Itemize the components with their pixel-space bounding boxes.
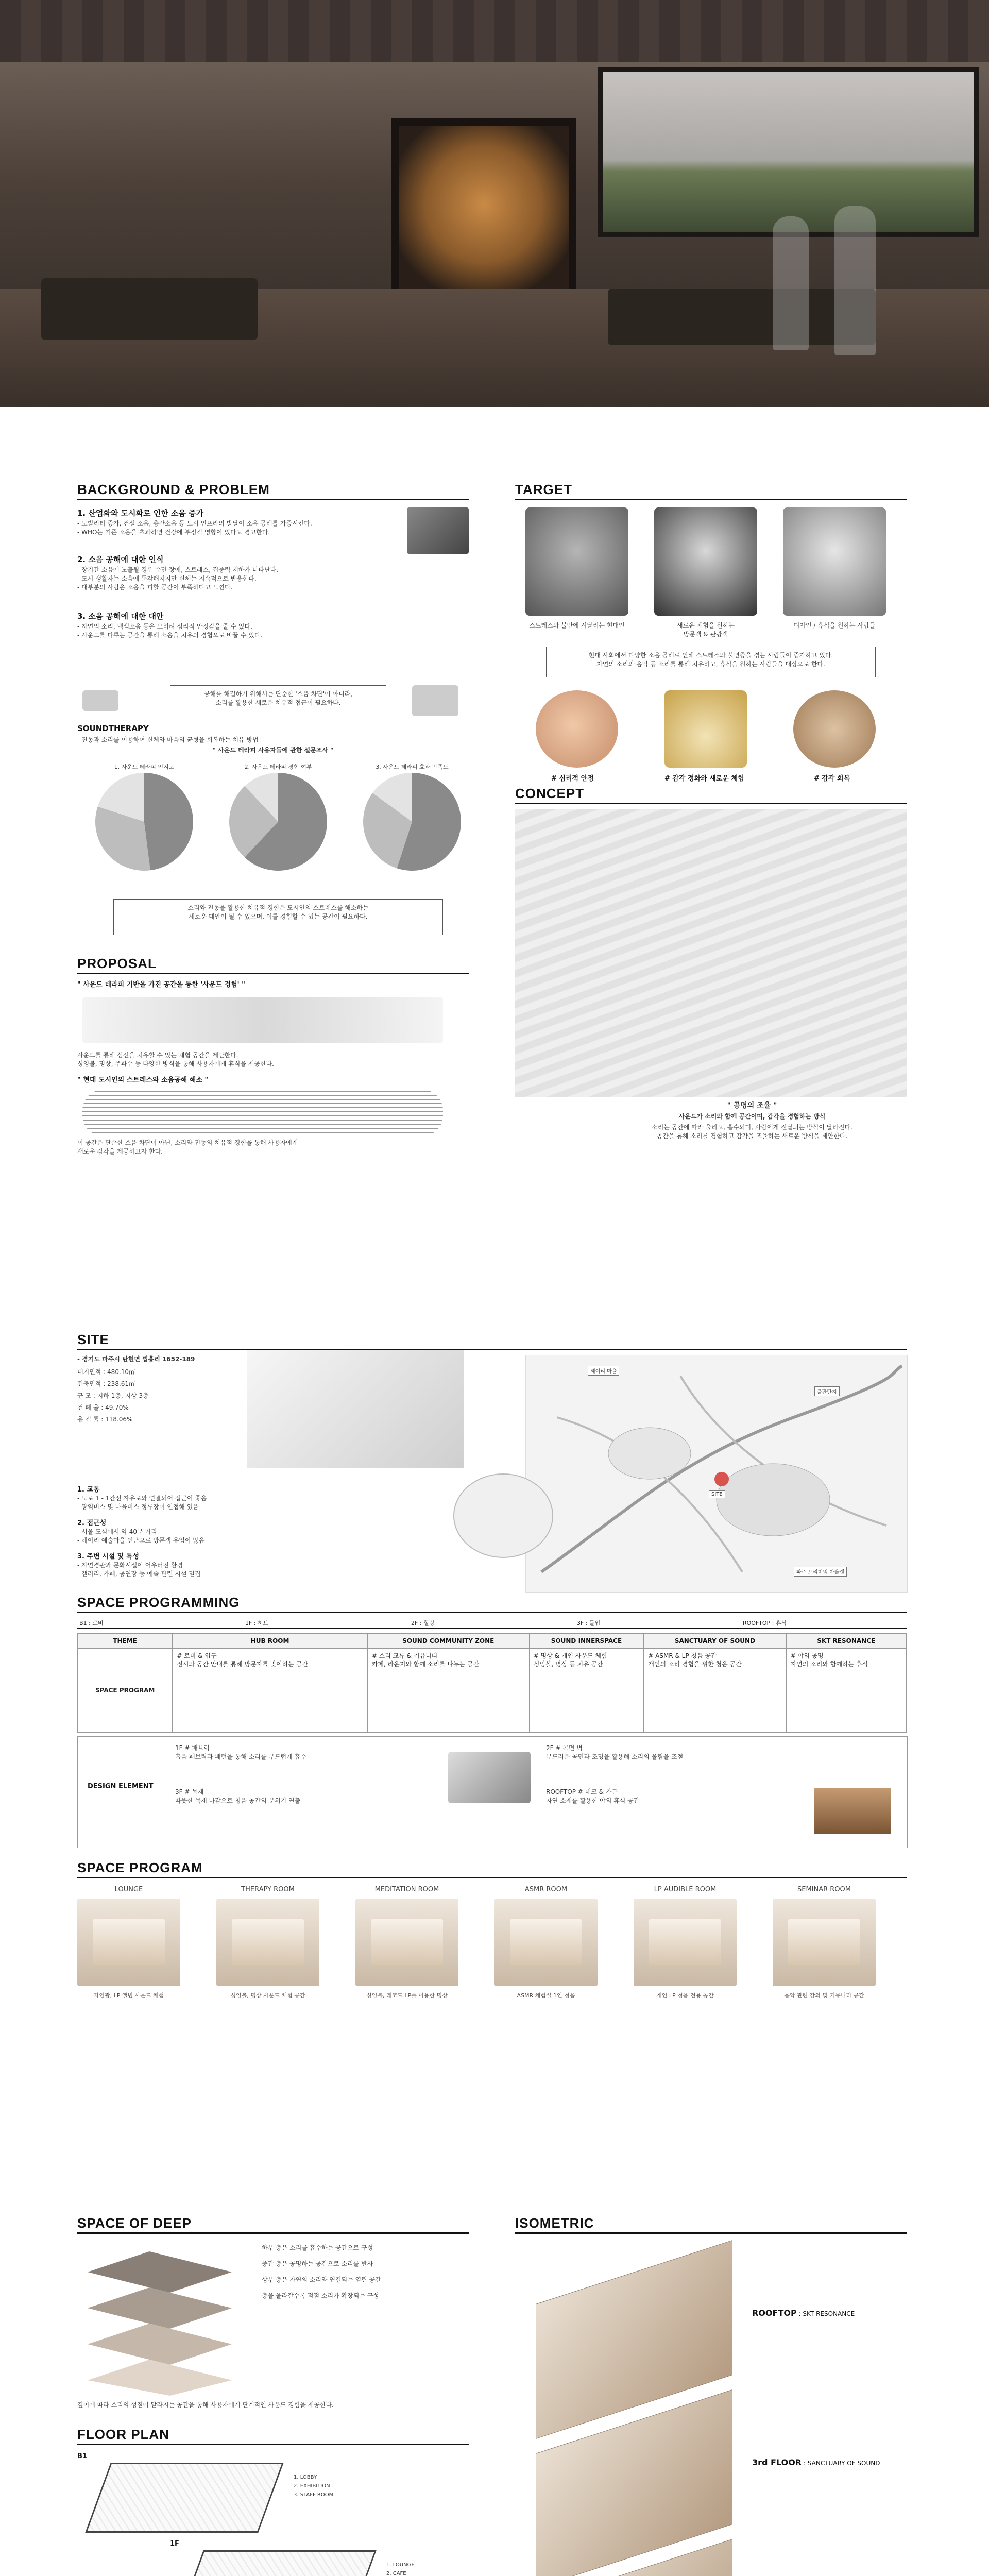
persona-caption: 스트레스와 불안에 시달리는 현대인 [529, 622, 625, 629]
isometric-title: ISOMETRIC [515, 2215, 594, 2231]
map-label: SITE [709, 1490, 725, 1498]
proposal-body-2: 이 공간은 단순한 소음 차단이 아닌, 소리와 진동의 치유적 경험을 통해 사용자에게 새로운 감각을 제공하고자 한다. [77, 1139, 298, 1155]
deep-note: - 하부 층은 소리를 흡수하는 공간으로 구성 [258, 2244, 373, 2251]
room-image [494, 1899, 598, 1986]
deep-summary: 깊이에 따라 소리의 성질이 달라지는 공간을 통해 사용자에게 단계적인 사운드 경험을 제공한다. [77, 2401, 334, 2409]
site-map-roads [526, 1355, 907, 1592]
sound-wave-graphic [82, 1090, 443, 1136]
program-header-cell: SOUND INNERSPACE [529, 1634, 644, 1649]
room-image [77, 1899, 180, 1986]
proposal-body-1: 사운드를 통해 심신을 치유할 수 있는 체험 공간을 제안한다. 싱잉볼, 명상, 주파수 등 다양한 방식을 통해 사용자에게 휴식을 제공한다. [77, 1052, 274, 1067]
concept-body: 소리는 공간에 따라 울리고, 흡수되며, 사람에게 전달되는 방식이 달라진다. 공간을 통해 소리를 경험하고 감각을 조율하는 새로운 방식을 제안한다. [652, 1124, 852, 1140]
floorplan-drawing [85, 2463, 283, 2533]
site-title: SITE [77, 1332, 109, 1347]
design-element-label: DESIGN ELEMENT [88, 1783, 154, 1790]
program-cell: # 소리 교류 & 커뮤니티 카페, 라운지와 함께 소리를 나누는 공간 [367, 1649, 529, 1733]
room-title: MEDITATION ROOM [374, 1886, 439, 1893]
map-label: 파주 프리미엄 아울렛 [794, 1567, 847, 1577]
site-data-value: 118.06% [105, 1416, 133, 1423]
survey-pie-label: 2. 사운드 테라피 경험 여부 [244, 764, 312, 770]
floorplan-legend: 1. LOBBY 2. EXHIBITION 3. STAFF ROOM [294, 2475, 334, 2498]
background-p1-body: - 모빌리티 증가, 건설 소음, 층간소음 등 도시 인프라의 발달이 소음 공해를 가중시킨다. - WHO는 기준 소음을 초과하면 건강에 부정적 영향이 있다고 경고한다. [77, 520, 312, 536]
site-h3: 3. 주변 시설 및 특성 [77, 1553, 139, 1561]
space-program-title: SPACE PROGRAM [77, 1860, 203, 1875]
survey-pie-chart [363, 773, 461, 871]
section-rule [515, 499, 907, 500]
persona-visitor-photo [654, 507, 757, 616]
room-caption: 자연광, LP 앨범 사운드 체험 [93, 1992, 164, 1999]
background-p2-body: - 장기간 소음에 노출될 경우 수면 장애, 스트레스, 집중력 저하가 나타난다. - 도시 생활자는 소음에 둔감해지지만 신체는 지속적으로 반응한다. - 대부분의 사람은 소음을 피할 공간이 부족하다고 느낀다. [77, 566, 279, 591]
program-floor-strip [77, 1617, 907, 1629]
proposal-quote-2: " 현대 도시인의 스트레스와 소음공해 해소 " [77, 1076, 209, 1084]
deep-note: - 층을 올라갈수록 점점 소리가 확장되는 구성 [258, 2292, 379, 2299]
wood-bench-image [814, 1788, 891, 1834]
site-data-row: 대지면적 : 480.10㎡ [77, 1368, 135, 1376]
site-data-key: 대지면적 [77, 1368, 101, 1376]
proposal-quote-1: " 사운드 테라피 기반을 가진 공간을 통한 '사운드 경험' " [77, 981, 245, 989]
room-image [216, 1899, 319, 1986]
therapy-quote: " 사운드 테라피 사용자들에 관한 설문조사 " [212, 747, 334, 754]
target-title: TARGET [515, 482, 572, 497]
fabric-sample-image [448, 1752, 531, 1803]
program-cell: # ASMR & LP 청음 공간 개인의 소리 경험을 위한 청음 공간 [644, 1649, 786, 1733]
section-rule [77, 2444, 469, 2445]
hero-window-landscape [598, 67, 979, 237]
site-data-key: 건 폐 율 [77, 1404, 99, 1411]
site-data-value: 480.10㎡ [107, 1368, 135, 1376]
survey-pie-label: 1. 사운드 테라피 인지도 [114, 764, 175, 770]
section-rule [515, 803, 907, 804]
hero-speaker-stage [391, 118, 576, 308]
program-header-cell: THEME [78, 1634, 173, 1649]
map-label: 헤이리 마을 [588, 1366, 619, 1376]
hero-sofa [41, 278, 258, 340]
bowl-icon [664, 690, 747, 768]
hand-icon [793, 690, 876, 768]
program-row-label: SPACE PROGRAM [78, 1649, 173, 1733]
site-data-row: 건축면적 : 238.61㎡ [77, 1380, 135, 1387]
background-p3-head: 3. 소음 공해에 대한 대안 [77, 612, 164, 621]
proposal-objects-image [82, 997, 443, 1043]
design-element-3f: 3F # 목재 따뜻한 목재 마감으로 청음 공간의 분위기 연출 [175, 1788, 301, 1804]
program-table [77, 1633, 907, 1733]
therapy-head: SOUNDTHERAPY [77, 724, 149, 733]
site-data-key: 규 모 [77, 1392, 91, 1399]
isometric-floor-name: 3rd FLOOR [752, 2458, 802, 2467]
headphones-icon [82, 690, 118, 711]
concept-sand-image [515, 809, 907, 1097]
room-caption: 개인 LP 청음 전용 공간 [656, 1992, 714, 1999]
floorplan-level-label: 1F [170, 2540, 179, 2548]
isometric-floor-label [752, 2458, 880, 2467]
survey-pie-label: 3. 사운드 테라피 효과 만족도 [376, 764, 449, 770]
site-data-key: 건축면적 [77, 1380, 101, 1387]
site-map [525, 1355, 908, 1593]
persona-caption: 새로운 체험을 원하는 방문객 & 관광객 [677, 622, 735, 638]
site-address: - 경기도 파주시 탄현면 법흥리 1652-189 [77, 1355, 195, 1363]
section-rule [77, 973, 469, 974]
site-b3: - 자연경관과 문화시설이 어우러진 환경 - 갤러리, 카페, 공연장 등 예술 관련 시설 밀집 [77, 1562, 201, 1578]
isometric-floor-desc: : SANCTUARY OF SOUND [803, 2460, 880, 2467]
room-title: THERAPY ROOM [241, 1886, 295, 1893]
mind-head-icon [536, 690, 618, 768]
room-title: ASMR ROOM [524, 1886, 568, 1893]
room-caption: 싱잉볼, 레코드 LP를 이용한 명상 [366, 1992, 448, 1999]
background-p1-head: 1. 산업화와 도시화로 인한 소음 증가 [77, 509, 204, 518]
program-header-cell: SANCTUARY OF SOUND [644, 1634, 786, 1649]
site-data-key: 용 적 률 [77, 1416, 99, 1423]
persona-stressed-photo [525, 507, 628, 616]
traffic-photo [407, 507, 469, 554]
isometric-floor-label [752, 2308, 855, 2318]
section-rule [77, 499, 469, 500]
persona-caption: 디자인 / 휴식을 원하는 사람들 [793, 622, 876, 629]
site-data-value: 49.70% [105, 1404, 129, 1411]
floorplan-title: FLOOR PLAN [77, 2427, 169, 2442]
site-data-row: 용 적 률 : 118.06% [77, 1416, 133, 1423]
megaphone-icon [412, 685, 458, 716]
concept-headline: 사운드가 소리와 함께 공간이며, 감각을 경험하는 방식 [678, 1113, 826, 1120]
floorplan-legend: 1. LOUNGE 2. CAFE [386, 2562, 415, 2576]
program-cell: # 야외 공명 자연의 소리와 함께하는 휴식 [786, 1649, 906, 1733]
hero-figure [834, 206, 876, 355]
isometric-floor-desc: : SKT RESONANCE [798, 2310, 855, 2317]
section-rule [77, 1612, 907, 1613]
target-icon-caption: # 심리적 안정 [551, 775, 594, 783]
room-caption: 싱잉볼, 명상 사운드 체험 공간 [230, 1992, 305, 1999]
program-cell: # 명상 & 개인 사운드 체험 싱잉볼, 명상 등 치유 공간 [529, 1649, 644, 1733]
room-title: SEMINAR ROOM [797, 1886, 851, 1893]
deep-notes [258, 2244, 464, 2308]
persona-designer-photo [783, 507, 886, 616]
program-floor-label: ROOFTOP : 휴식 [741, 1617, 907, 1629]
room-image [355, 1899, 458, 1986]
program-header-cell: SOUND COMMUNITY ZONE [367, 1634, 529, 1649]
program-title: SPACE PROGRAMMING [77, 1595, 240, 1610]
background-callout: 공해를 해결하기 위해서는 단순한 '소음 차단'이 아니라, 소리를 활용한 새로운 치유적 접근이 필요하다. [170, 685, 386, 716]
site-b1: - 도로 1 - 1간선 자유로와 연결되어 접근이 좋음 - 광역버스 및 마을버스 정류장이 인접해 있음 [77, 1495, 207, 1511]
program-floor-label: B1 : 로비 [77, 1617, 243, 1629]
deep-layers-diagram [77, 2241, 247, 2396]
room-caption: ASMR 체험실 1인 청음 [517, 1992, 575, 1999]
isometric-floor-name: ROOFTOP [752, 2308, 797, 2318]
design-element-rooftop: ROOFTOP # 데크 & 가든 자연 소재를 활용한 야외 휴식 공간 [546, 1788, 640, 1804]
map-label: 출판단지 [814, 1386, 840, 1396]
room-interior [649, 1919, 721, 1965]
deep-note: - 상부 층은 자연의 소리와 연결되는 열린 공간 [258, 2276, 381, 2283]
concept-name: " 공명의 조율 " [727, 1101, 777, 1110]
program-floor-label: 1F : 허브 [243, 1617, 409, 1629]
site-data-list [77, 1368, 247, 1427]
deep-note: - 중간 층은 공명하는 공간으로 소리를 반사 [258, 2260, 373, 2267]
program-header-cell: SKT RESONANCE [786, 1634, 906, 1649]
floorplan-drawing [178, 2550, 376, 2576]
design-element-1f: 1F # 패브릭 흡음 패브릭과 패턴을 통해 소리를 부드럽게 흡수 [175, 1744, 306, 1760]
program-floor-label: 3F : 몰입 [575, 1617, 741, 1629]
hero-render-image [0, 0, 989, 407]
deep-title: SPACE OF DEEP [77, 2215, 192, 2231]
target-body: 현대 사회에서 다양한 소음 공해로 인해 스트레스와 불면증을 겪는 사람들이 증가하고 있다. 자연의 소리와 음악 등 소리를 통해 치유하고, 휴식을 원하는 사람들을 대상으로 한다. [546, 647, 876, 677]
site-data-value: 지하 1층, 지상 3층 [97, 1392, 149, 1399]
room-interior [788, 1919, 860, 1965]
room-caption: 음악 관련 강의 및 커뮤니티 공간 [784, 1992, 864, 1999]
background-conclusion: 소리와 진동을 활용한 치유적 경험은 도시인의 스트레스를 해소하는 새로운 대안이 될 수 있으며, 이를 경험할 수 있는 공간이 필요하다. [113, 899, 443, 935]
site-data-row: 규 모 : 지하 1층, 지상 3층 [77, 1392, 149, 1399]
section-rule [77, 1877, 907, 1878]
program-header-cell: HUB ROOM [173, 1634, 367, 1649]
background-p2-head: 2. 소음 공해에 대한 인식 [77, 555, 164, 564]
room-interior [232, 1919, 304, 1965]
site-building-render [247, 1350, 464, 1468]
site-data-value: 238.61㎡ [107, 1380, 135, 1387]
site-zoom-circle [453, 1473, 553, 1558]
room-interior [371, 1919, 443, 1965]
survey-pie-chart [95, 773, 193, 871]
section-rule [77, 1349, 907, 1350]
site-b2: - 서울 도심에서 약 40분 거리 - 헤이리 예술마을 인근으로 방문객 유입이 많음 [77, 1528, 205, 1544]
program-floor-label: 2F : 힐링 [409, 1617, 575, 1629]
room-interior [510, 1919, 582, 1965]
hero-figure [773, 216, 809, 350]
room-title: LOUNGE [114, 1886, 143, 1893]
section-rule [515, 2232, 907, 2234]
floorplan-level-label: B1 [77, 2452, 87, 2460]
site-data-row: 건 폐 율 : 49.70% [77, 1404, 129, 1411]
target-icon-caption: # 감각 회복 [814, 775, 850, 783]
concept-title: CONCEPT [515, 786, 585, 801]
room-title: LP AUDIBLE ROOM [654, 1886, 717, 1893]
site-h1: 1. 교통 [77, 1486, 100, 1494]
room-image [773, 1899, 876, 1986]
proposal-title: PROPOSAL [77, 956, 157, 971]
background-p3-body: - 자연의 소리, 백색소음 등은 오히려 심리적 안정감을 줄 수 있다. - 사운드를 다루는 공간을 통해 소음을 치유의 경험으로 바꿀 수 있다. [77, 623, 263, 639]
room-image [634, 1899, 737, 1986]
program-cell: # 로비 & 입구 전시와 공간 안내를 통해 방문자를 맞이하는 공간 [173, 1649, 367, 1733]
therapy-body: - 진동과 소리를 이용하여 신체와 마음의 균형을 회복하는 치유 방법 [77, 736, 259, 743]
program-table-header [78, 1634, 907, 1649]
concept-text-box [608, 1097, 896, 1154]
site-h2: 2. 접근성 [77, 1519, 107, 1527]
section-rule [77, 2232, 469, 2234]
background-title: BACKGROUND & PROBLEM [77, 482, 270, 497]
design-element-2f: 2F # 곡면 벽 부드러운 곡면과 조명을 활용해 소리의 울림을 조절 [546, 1744, 684, 1760]
program-table-row [78, 1649, 907, 1733]
room-interior [93, 1919, 165, 1965]
hero-ceiling [0, 0, 989, 62]
target-icon-caption: # 감각 정화와 새로운 체험 [664, 775, 744, 783]
survey-pie-chart [229, 773, 327, 871]
